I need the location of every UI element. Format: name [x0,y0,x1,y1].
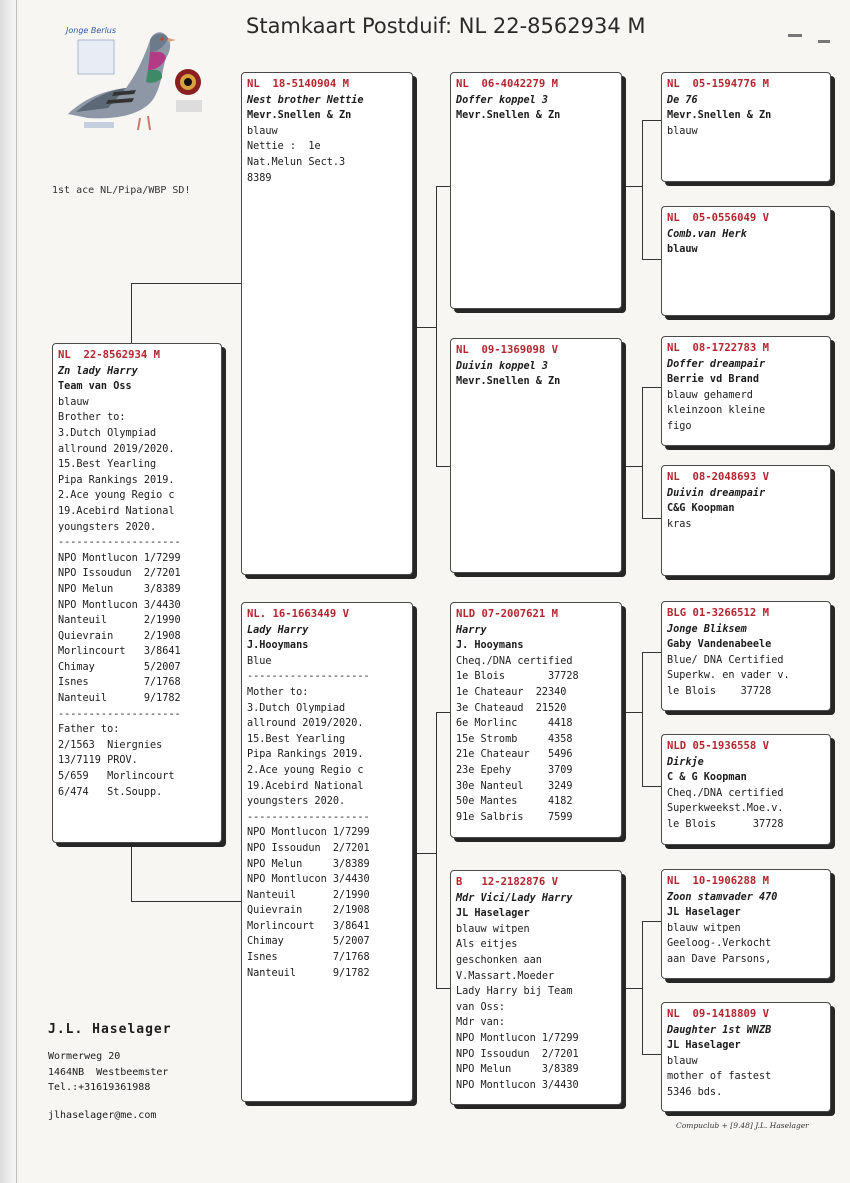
connector-line [642,120,662,121]
ring-number: NL 09-1369098 V [456,344,559,356]
ring-number: NL 05-1594776 M [667,78,770,90]
pedigree-card-mm [450,870,622,1105]
info-line: Mdr van: [456,1017,506,1029]
logo-brand-text: Jonge Berlus [66,26,117,35]
pigeon-name: Doffer dreampair [667,358,766,370]
info-line: -------------------- [58,708,181,720]
pigeon-name: Nest brother Nettie [247,94,364,106]
pigeon-name: Doffer koppel 3 [456,94,549,106]
ring-number: NL. 16-1663449 V [247,608,350,620]
info-line: Nettie : 1e [247,141,321,153]
scan-edge-line [16,0,17,1183]
connector-line [642,387,643,519]
info-line: Morlincourt 3/8641 [58,646,181,658]
pedigree-card-ffm [661,206,831,316]
pigeon-name: Duivin koppel 3 [456,360,549,372]
connector-line [642,786,662,787]
info-line: NPO Montlucon 3/4430 [247,874,370,886]
connector-line [642,652,662,653]
pigeon-name: Comb.van Herk [667,228,747,240]
info-line: -------------------- [58,537,181,549]
info-line: Father to: [58,724,120,736]
info-line: 2/1563 Niergnies [58,739,163,751]
info-line: 3e Chateaud 21520 [456,702,567,714]
info-line: 30e Nanteul 3249 [456,780,573,792]
pedigree-card-subject [52,343,222,843]
connector-line [413,327,436,328]
info-line: Als eitjes [456,939,518,951]
scan-edge [0,0,22,1183]
footer-credit: Compuclub + [9.48] J.L. Haselager [676,1121,809,1130]
info-line: le Blois 37728 [667,818,784,830]
connector-line [622,186,642,187]
info-line: blauw gehamerd [667,389,753,401]
ring-number: NL 09-1418809 V [667,1008,770,1020]
owner-name: Team van Oss [58,381,132,393]
pigeon-name: Zoon stamvader 470 [667,891,778,903]
connector-line [436,186,451,187]
owner-name: Berrie vd Brand [667,374,760,386]
info-line: Blue/ DNA Certified [667,654,784,666]
info-line: Lady Harry bij Team [456,986,573,998]
info-line: 1e Chateaur 22340 [456,686,567,698]
owner-name: Mevr.Snellen & Zn [456,110,561,122]
info-line: youngsters 2020. [247,796,346,808]
info-line: Quievrain 2/1908 [247,905,370,917]
info-line: 8389 [247,172,272,184]
connector-line [131,901,243,902]
info-line: NPO Issoudun 2/7201 [58,568,181,580]
pedigree-card-mmm [661,1002,831,1112]
info-line: NPO Melun 3/8389 [456,1064,579,1076]
info-line: -------------------- [247,811,370,823]
info-line: Quievrain 2/1908 [58,630,181,642]
info-line: blauw [667,125,698,137]
info-line: Nanteuil 9/1782 [58,693,181,705]
info-line: 91e Salbris 7599 [456,811,573,823]
pedigree-card-mother [241,602,413,1102]
pigeon-name: Duivin dreampair [667,487,766,499]
info-line: blauw [247,125,278,137]
info-line: Superkw. en vader v. [667,670,790,682]
ring-number: NL 05-0556049 V [667,212,770,224]
pigeon-name: Zn lady Harry [58,365,138,377]
connector-line [436,466,451,467]
info-line: Mother to: [247,686,309,698]
pedigree-card-ff [450,72,622,309]
info-line: Morlincourt 3/8641 [247,920,370,932]
info-line: 3.Dutch Olympiad [247,702,346,714]
connector-line [642,259,662,260]
pigeon-name: Daughter 1st WNZB [667,1024,772,1036]
info-line: 19.Acebird National [247,780,364,792]
info-line: 19.Acebird National [58,505,175,517]
info-line: Geeloog-.Verkocht [667,938,772,950]
info-line: 2.Ace young Regio c [58,490,175,502]
info-line: NPO Melun 3/8389 [247,858,370,870]
info-line: allround 2019/2020. [247,718,364,730]
ring-number: B 12-2182876 V [456,876,559,888]
info-line: Cheq./DNA certified [667,787,784,799]
info-line: 15.Best Yearling [58,459,157,471]
corner-mark [788,34,802,37]
pigeon-name: Dirkje [667,756,704,768]
ring-number: NL 22-8562934 M [58,349,161,361]
connector-line [131,843,132,901]
ring-number: BLG 01-3266512 M [667,607,770,619]
owner-name: JL Haselager [667,1040,741,1052]
info-line: 23e Epehy 3709 [456,764,573,776]
info-line: blauw [667,1055,698,1067]
connector-line [622,988,642,989]
connector-line [642,921,643,1055]
info-line: figo [667,420,692,432]
info-line: Chimay 5/2007 [247,936,370,948]
breeder-phone: Tel.:+31619361988 [48,1082,151,1093]
info-line: kras [667,518,692,530]
info-line: Isnes 7/1768 [58,677,181,689]
info-line: 6e Morlinc 4418 [456,718,573,730]
info-line: le Blois 37728 [667,685,772,697]
pigeon-name: Jonge Bliksem [667,623,747,635]
info-line: 50e Mantes 4182 [456,796,573,808]
owner-name: Gaby Vandenabeele [667,639,772,651]
info-line: geschonken aan [456,954,542,966]
connector-line [642,120,643,260]
info-line: NPO Issoudun 2/7201 [247,842,370,854]
info-line: youngsters 2020. [58,521,157,533]
info-line: 2.Ace young Regio c [247,764,364,776]
info-line: aan Dave Parsons, [667,953,772,965]
owner-name: blauw [667,244,698,256]
ring-number: NL 06-4042279 M [456,78,559,90]
info-line: NPO Issoudun 2/7201 [456,1048,579,1060]
connector-line [436,712,451,713]
connector-line [413,853,436,854]
connector-line [436,988,451,989]
info-line: blauw witpen [667,922,741,934]
connector-line [436,712,437,989]
info-line: NPO Montlucon 1/7299 [247,827,370,839]
info-line: Superkweekst.Moe.v. [667,803,784,815]
pigeon-name: Mdr Vici/Lady Harry [456,892,573,904]
pedigree-card-fff [661,72,831,182]
pigeon-name: Harry [456,624,487,636]
loft-logo [58,22,218,140]
info-line: 15.Best Yearling [247,733,346,745]
pedigree-card-mfm [661,734,831,845]
info-line: van Oss: [456,1001,506,1013]
connector-line [642,921,662,922]
info-line: NPO Montlucon 1/7299 [58,552,181,564]
breeder-city: 1464NB Westbeemster [48,1066,169,1078]
info-line: 3.Dutch Olympiad [58,427,157,439]
owner-name: JL Haselager [456,908,530,920]
owner-name: Mevr.Snellen & Zn [667,110,772,122]
pigeon-name: De 76 [667,94,698,106]
pedigree-card-fm [450,338,622,573]
info-line: mother of fastest [667,1071,772,1083]
info-line: -------------------- [247,671,370,683]
info-line: blauw witpen [456,923,530,935]
ring-number: NL 10-1906288 M [667,875,770,887]
pedigree-card-father [241,72,413,575]
info-line: Isnes 7/1768 [247,952,370,964]
pedigree-card-mf [450,602,622,838]
info-line: 21e Chateaur 5496 [456,749,573,761]
info-line: kleinzoon kleine [667,405,766,417]
owner-name: JL Haselager [667,907,741,919]
ring-number: NL 08-2048693 V [667,471,770,483]
info-line: NPO Montlucon 1/7299 [456,1032,579,1044]
info-line: 1e Blois 37728 [456,671,579,683]
info-line: Nanteuil 9/1782 [247,967,370,979]
owner-name: J. Hooymans [456,640,524,652]
info-line: Nanteuil 2/1990 [58,615,181,627]
pedigree-card-mmf [661,869,831,979]
page-title: Stamkaart Postduif: NL 22-8562934 M [246,14,646,38]
info-line: 5346 bds. [667,1086,723,1098]
info-line: 13/7119 PROV. [58,755,138,767]
connector-line [642,1054,662,1055]
connector-line [642,652,643,787]
owner-name: Mevr.Snellen & Zn [247,110,352,122]
connector-line [131,283,132,344]
info-line: 6/474 St.Soupp. [58,786,163,798]
info-line: V.Massart.Moeder [456,970,555,982]
pigeon-name: Lady Harry [247,624,309,636]
owner-name: J.Hooymans [247,640,309,652]
ring-number: NL 18-5140904 M [247,78,350,90]
pedigree-card-fmf [661,336,831,446]
pedigree-card-mff [661,601,831,711]
connector-line [622,466,642,467]
pigeon-logo-icon [58,22,218,140]
connector-line [436,186,437,467]
ring-number: NLD 07-2007621 M [456,608,559,620]
info-line: Brother to: [58,412,126,424]
ring-number: NLD 05-1936558 V [667,740,770,752]
info-line: Chimay 5/2007 [58,661,181,673]
info-line: Nanteuil 2/1990 [247,889,370,901]
breeder-name: J.L. Haselager [48,1022,172,1037]
ring-number: NL 08-1722783 M [667,342,770,354]
connector-line [131,283,243,284]
breeder-email: jlhaselager@me.com [48,1109,157,1121]
info-line: Cheq./DNA certified [456,655,573,667]
info-line: 5/659 Morlincourt [58,771,175,783]
connector-line [642,387,662,388]
connector-line [642,518,662,519]
breeder-street: Wormerweg 20 [48,1051,121,1062]
breeder-info [48,1022,172,1123]
owner-name: C&G Koopman [667,503,735,515]
tagline: 1st ace NL/Pipa/WBP SD! [52,185,191,196]
info-line: Blue [247,655,272,667]
info-line: Pipa Rankings 2019. [58,474,175,486]
owner-name: C & G Koopman [667,772,747,784]
info-line: 15e Stromb 4358 [456,733,573,745]
info-line: NPO Montlucon 3/4430 [456,1079,579,1091]
connector-line [622,712,642,713]
info-line: NPO Montlucon 3/4430 [58,599,181,611]
info-line: NPO Melun 3/8389 [58,583,181,595]
info-line: Nat.Melun Sect.3 [247,156,346,168]
info-line: Pipa Rankings 2019. [247,749,364,761]
corner-mark [818,40,830,43]
info-line: allround 2019/2020. [58,443,175,455]
pedigree-card-fmm [661,465,831,576]
owner-name: Mevr.Snellen & Zn [456,376,561,388]
info-line: blauw [58,396,89,408]
